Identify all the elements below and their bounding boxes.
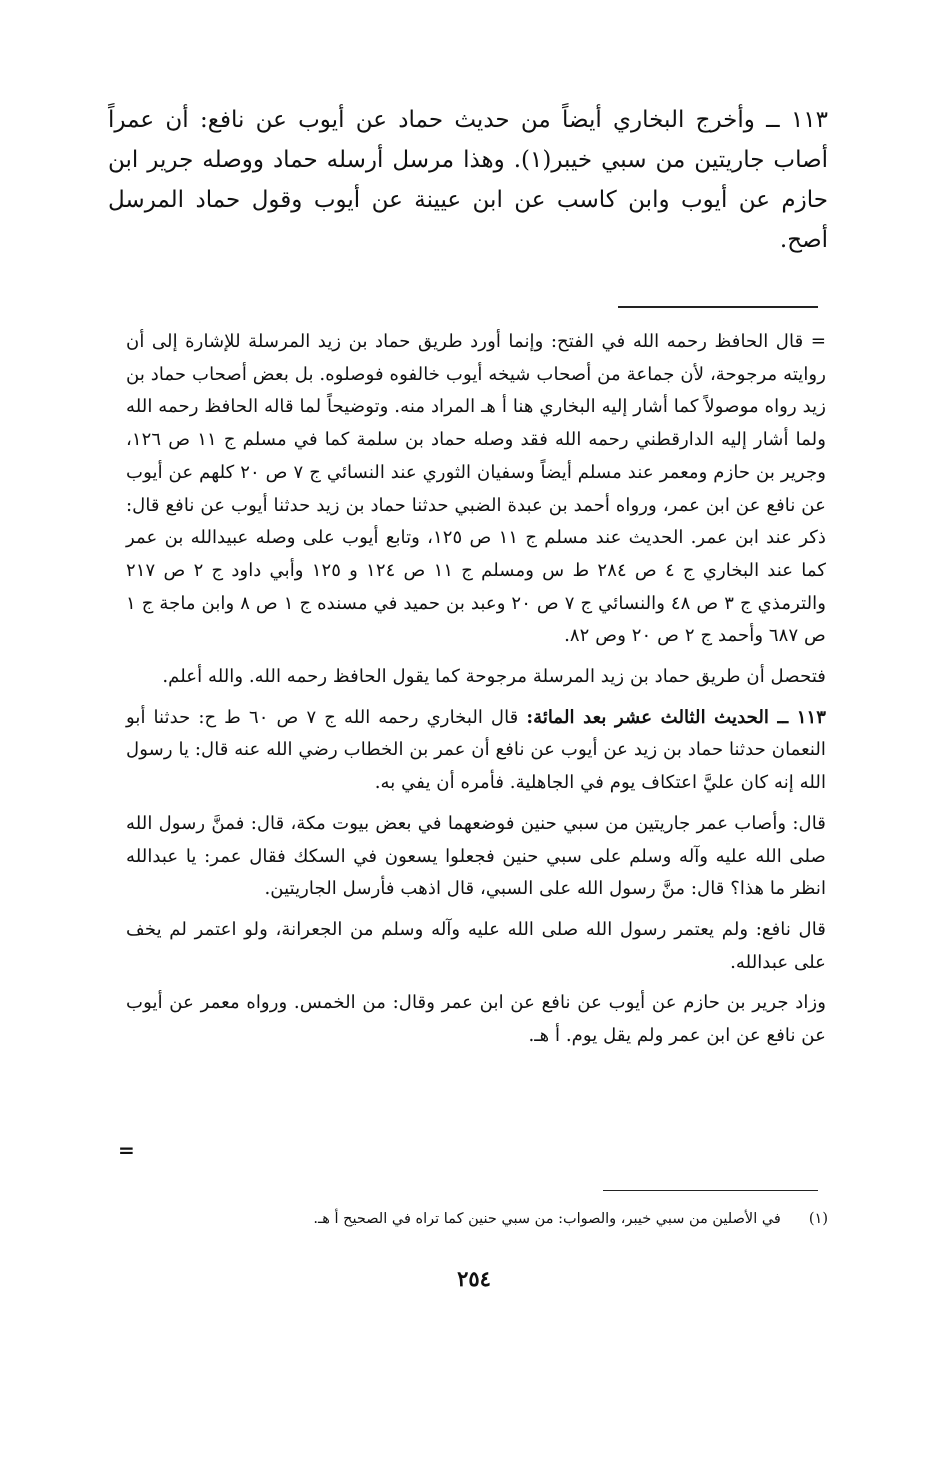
hadith-113-paragraph: ١١٣ ــ وأخرج البخاري أيضاً من حديث حماد عن أيوب عن نافع: أن عمراً أصاب جاريتين من سبي خيبر(١). وهذا مرسل أرسله حماد ووصله جرير ابن حازم عن أيوب وابن كاسب عن ابن عيينة عن أيوب وقول حماد المرسل أصح.: [108, 107, 828, 253]
continuation-mark: =: [118, 1138, 135, 1162]
footnote-separator-bottom: [603, 1190, 818, 1191]
footnote-marker: (١): [808, 1211, 828, 1227]
commentary-notes: [126, 326, 826, 1053]
commentary-paragraph-4: قال: وأصاب عمر جاريتين من سبي حنين فوضعهما في بعض بيوت مكة، قال: فمنَّ رسول الله صلى الله عليه وآله وسلم على سبي حنين فجعلوا يسعون في السكك فقال عمر: يا عبدالله انظر ما هذا؟ قال: منَّ رسول الله على السبي، قال اذهب فأرسل الجاريتين.: [126, 812, 826, 900]
footnote: [108, 1206, 828, 1232]
page-number: ٢٥٤: [457, 1266, 491, 1291]
commentary-paragraph-6: وزاد جرير بن حازم عن أيوب عن نافع عن ابن عمر وقال: من الخمس. ورواه معمر عن أيوب عن نافع عن ابن عمر ولم يقل يوم. أ هـ.: [126, 992, 826, 1047]
footnote-text: في الأصلين من سبي خيبر، والصواب: من سبي حنين كما تراه في الصحيح أ هـ.: [313, 1211, 781, 1227]
hadith-heading-body: قال البخاري رحمه الله ج ٧ ص ٦٠ ط ح: حدثنا أبو النعمان حدثنا حماد بن زيد عن أيوب عن نافع أن عمر بن الخطاب رضي الله عنه قال: يا رسول الله إنه كان عليَّ اعتكاف يوم في الجاهلية. فأمره أن يفي به.: [126, 706, 826, 794]
main-hadith-text: [108, 100, 828, 260]
commentary-paragraph-2: فتحصل أن طريق حماد بن زيد المرسلة مرجوحة كما يقول الحافظ رحمه الله. والله أعلم.: [162, 666, 826, 688]
footnote-separator-top: [618, 306, 818, 308]
hadith-heading: ١١٣ ــ الحديث الثالث عشر بعد المائة:: [526, 706, 826, 728]
commentary-paragraph-3: [126, 702, 826, 800]
commentary-paragraph-1: = قال الحافظ رحمه الله في الفتح: وإنما أورد طريق حماد بن زيد المرسلة للإشارة إلى أن روايته مرجوحة، لأن جماعة من أصحاب شيخه أيوب خالفوه فوصلوه. بل بعض أصحاب حماد بن زيد رواه موصولاً كما أشار إليه البخاري هنا أ هـ المراد منه. وتوضيحاً لما قاله الحافظ رحمه الله ولما أشار إليه الدارقطني رحمه الله فقد وصله حماد بن سلمة كما في مسلم ج ١١ ص ١٢٦، وجرير بن حازم ومعمر عند مسلم أيضاً وسفيان الثوري عند النسائي ج ٧ ص ٢٠ كلهم عن أيوب عن نافع عن ابن عمر، ورواه أحمد بن عبدة الضبي حدثنا حماد بن زيد حدثنا أيوب عن نافع قال: ذكر عند ابن عمر. الحديث عند مسلم ج ١١ ص ١٢٥، وتابع أيوب على وصله عبيدالله بن عمر كما عند البخاري ج ٤ ص ٢٨٤ ط س ومسلم ج ١١ ص ١٢٤ و ١٢٥ وأبي داود ج ٢ ص ٢١٧ والترمذي ج ٣ ص ٤٨ والنسائي ج ٧ ص ٢٠ وعبد بن حميد في مسنده ج ١ ص ٨ وابن ماجة ج ١ ص ٦٨٧ وأحمد ج ٢ ص ٢٠ وص ٨٢.: [126, 331, 827, 647]
commentary-paragraph-5: قال نافع: ولم يعتمر رسول الله صلى الله عليه وآله وسلم من الجعرانة، ولو اعتمر لم يخف على عبدالله.: [126, 918, 826, 973]
